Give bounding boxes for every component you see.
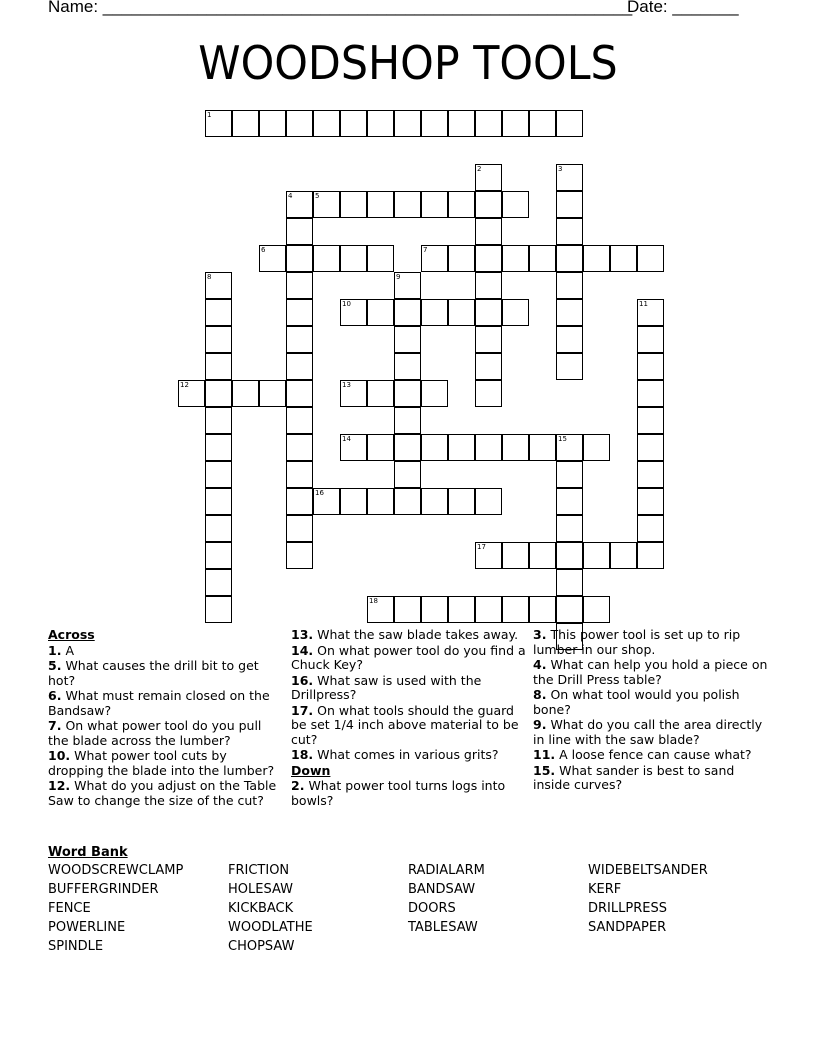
grid-cell[interactable] [340,299,367,326]
word-bank-item: FENCE [48,901,91,916]
grid-cell[interactable] [448,191,475,218]
grid-cell[interactable] [475,299,502,326]
grid-cell[interactable] [340,380,367,407]
grid-cell[interactable] [475,353,502,380]
grid-cell[interactable] [367,380,394,407]
clue-number: 1. [48,642,62,658]
word-bank-item: KICKBACK [228,901,294,916]
grid-cell[interactable] [637,326,664,353]
clue-number: 16. [291,672,314,688]
grid-cell[interactable] [205,515,232,542]
cell-number: 8 [207,273,212,281]
clue-text: A loose fence can cause what? [559,747,752,762]
word-bank-heading: Word Bank [48,845,128,860]
grid-cell[interactable] [286,515,313,542]
grid-cell[interactable] [259,380,286,407]
clue [291,704,526,748]
grid-cell[interactable] [313,191,340,218]
clue-text: On what tools should the guard be set 1/4 inch above material to be cut? [291,702,519,747]
grid-cell[interactable] [637,434,664,461]
grid-cell[interactable] [340,110,367,137]
grid-cell[interactable] [529,110,556,137]
grid-cell[interactable] [394,596,421,623]
clue [48,719,283,748]
word-bank-item: DRILLPRESS [588,901,667,916]
grid-cell[interactable] [394,326,421,353]
grid-cell[interactable] [313,245,340,272]
clue-number: 15. [533,762,556,778]
clue [533,688,768,717]
grid-cell[interactable] [556,110,583,137]
grid-cell[interactable] [556,461,583,488]
grid-cell[interactable] [448,488,475,515]
word-bank-item: FRICTION [228,863,290,878]
grid-cell[interactable] [475,434,502,461]
clue [48,644,283,659]
grid-cell[interactable] [637,461,664,488]
grid-cell[interactable] [556,326,583,353]
grid-cell[interactable] [205,407,232,434]
down-clue-list [291,779,526,808]
grid-cell[interactable] [502,245,529,272]
grid-cell[interactable] [637,380,664,407]
clue-number: 12. [48,778,71,793]
grid-cell[interactable] [394,272,421,299]
grid-cell[interactable] [394,191,421,218]
grid-cell[interactable] [529,434,556,461]
word-bank-item: SPINDLE [48,939,104,954]
grid-cell[interactable] [529,542,556,569]
grid-cell[interactable] [421,191,448,218]
grid-cell[interactable] [286,488,313,515]
clue [533,718,768,747]
grid-cell[interactable] [637,407,664,434]
grid-cell[interactable] [367,488,394,515]
grid-cell[interactable] [475,218,502,245]
clue-number: 7. [48,718,62,733]
grid-cell[interactable] [610,245,637,272]
cell-number: 18 [369,597,378,605]
grid-cell[interactable] [421,488,448,515]
grid-cell[interactable] [475,245,502,272]
grid-cell[interactable] [232,110,259,137]
grid-cell[interactable] [475,326,502,353]
grid-cell[interactable] [448,596,475,623]
grid-cell[interactable] [205,110,232,137]
grid-cell[interactable] [475,380,502,407]
grid-cell[interactable] [448,299,475,326]
clue-number: 14. [291,642,314,658]
clue [533,658,768,687]
clue [291,779,526,808]
grid-cell[interactable] [421,110,448,137]
grid-cell[interactable] [286,380,313,407]
grid-cell[interactable] [502,299,529,326]
grid-cell[interactable] [394,407,421,434]
grid-cell[interactable] [475,488,502,515]
clue [48,749,283,778]
grid-cell[interactable] [286,353,313,380]
word-bank-item: TABLESAW [408,920,478,935]
grid-cell[interactable] [475,272,502,299]
cell-number: 6 [261,246,266,254]
clue-text: What power tool cuts by dropping the blade into the lumber? [48,748,275,778]
grid-cell[interactable] [448,245,475,272]
cell-number: 13 [342,381,351,389]
grid-cell[interactable] [583,542,610,569]
grid-cell[interactable] [205,353,232,380]
clue-number: 10. [48,748,71,763]
across-clue-list [48,644,283,809]
grid-cell[interactable] [340,434,367,461]
grid-cell[interactable] [313,110,340,137]
grid-cell[interactable] [286,326,313,353]
clue-text: What can help you hold a piece on the Drill Press table? [533,657,768,687]
clue-number: 13. [291,627,314,642]
clues-column-1 [48,628,283,809]
grid-cell[interactable] [502,596,529,623]
grid-cell[interactable] [475,542,502,569]
grid-cell[interactable] [286,461,313,488]
grid-cell[interactable] [205,299,232,326]
clue-text: What saw is used with the Drillpress? [291,672,482,702]
grid-cell[interactable] [502,434,529,461]
clue [291,674,526,703]
grid-cell[interactable] [340,191,367,218]
clue-text: On what power tool do you pull the blade across the lumber? [48,718,262,748]
grid-cell[interactable] [421,245,448,272]
grid-cell[interactable] [313,488,340,515]
grid-cell[interactable] [475,110,502,137]
grid-cell[interactable] [394,488,421,515]
grid-cell[interactable] [394,353,421,380]
grid-cell[interactable] [367,245,394,272]
clue-text: What do you adjust on the Table Saw to change the size of the cut? [48,778,277,808]
word-bank-item: DOORS [408,901,456,916]
word-bank-item: POWERLINE [48,920,126,935]
cell-number: 17 [477,543,486,551]
grid-cell[interactable] [394,461,421,488]
grid-cell[interactable] [205,434,232,461]
cell-number: 12 [180,381,189,389]
grid-cell[interactable] [205,326,232,353]
grid-cell[interactable] [502,542,529,569]
word-bank-item: RADIALARM [408,863,485,878]
grid-cell[interactable] [394,380,421,407]
clue [48,659,283,688]
grid-cell[interactable] [286,218,313,245]
word-bank-item: SANDPAPER [588,920,667,935]
clue-number: 5. [48,658,62,673]
grid-cell[interactable] [502,191,529,218]
grid-cell[interactable] [205,542,232,569]
word-bank-item: KERF [588,882,622,897]
cell-number: 14 [342,435,351,443]
grid-cell[interactable] [421,596,448,623]
cell-number: 10 [342,300,351,308]
grid-cell[interactable] [448,110,475,137]
cell-number: 7 [423,246,428,254]
grid-cell[interactable] [583,596,610,623]
grid-cell[interactable] [556,272,583,299]
down-clue-list-continued [533,628,768,793]
grid-cell[interactable] [502,110,529,137]
cell-number: 15 [558,435,567,443]
word-bank-item: WOODLATHE [228,920,313,935]
clue [533,764,768,793]
grid-cell[interactable] [367,596,394,623]
grid-cell[interactable] [205,380,232,407]
page-title: WOODSHOP TOOLS [198,36,618,90]
grid-cell[interactable] [286,299,313,326]
word-bank-item: WIDEBELTSANDER [588,863,708,878]
clue-text: What the saw blade takes away. [317,627,519,642]
grid-cell[interactable] [367,110,394,137]
grid-cell[interactable] [556,488,583,515]
grid-cell[interactable] [475,596,502,623]
clue-number: 18. [291,747,314,762]
clue-text: A [65,642,74,658]
across-clue-list-continued [291,628,526,763]
word-bank-item: BUFFERGRINDER [48,882,159,897]
grid-cell[interactable] [421,299,448,326]
grid-cell[interactable] [259,245,286,272]
grid-cell[interactable] [556,191,583,218]
grid-cell[interactable] [637,299,664,326]
grid-cell[interactable] [205,272,232,299]
clues-column-3 [533,628,768,794]
cell-number: 11 [639,300,648,308]
grid-cell[interactable] [556,569,583,596]
grid-cell[interactable] [394,110,421,137]
grid-cell[interactable] [529,245,556,272]
grid-cell[interactable] [367,191,394,218]
grid-cell[interactable] [448,434,475,461]
grid-cell[interactable] [205,569,232,596]
clue-number: 6. [48,688,62,703]
grid-cell[interactable] [340,488,367,515]
grid-cell[interactable] [556,299,583,326]
grid-cell[interactable] [259,110,286,137]
clue-text: What comes in various grits? [317,747,499,762]
clue-number: 17. [291,702,314,718]
cell-number: 2 [477,165,482,173]
date-field[interactable]: Date: _______ [627,0,739,16]
grid-cell[interactable] [475,164,502,191]
clue-text: What sander is best to sand inside curves? [533,762,735,792]
clue [291,628,526,643]
clue-number: 11. [533,747,556,762]
clues-column-2 [291,628,526,809]
clue [291,748,526,763]
grid-cell[interactable] [286,245,313,272]
grid-cell[interactable] [475,191,502,218]
grid-cell[interactable] [583,245,610,272]
clue-number: 9. [533,717,547,732]
grid-cell[interactable] [610,542,637,569]
grid-cell[interactable] [556,542,583,569]
grid-cell[interactable] [556,353,583,380]
word-bank-item: CHOPSAW [228,939,295,954]
grid-cell[interactable] [556,515,583,542]
grid-cell[interactable] [421,434,448,461]
grid-cell[interactable] [394,299,421,326]
grid-cell[interactable] [394,434,421,461]
clue-number: 2. [291,778,305,793]
grid-cell[interactable] [232,380,259,407]
grid-cell[interactable] [556,434,583,461]
clue-text: What causes the drill bit to get hot? [48,658,259,688]
grid-cell[interactable] [205,461,232,488]
grid-cell[interactable] [286,272,313,299]
grid-cell[interactable] [637,488,664,515]
cell-number: 9 [396,273,401,281]
grid-cell[interactable] [556,218,583,245]
grid-cell[interactable] [556,596,583,623]
grid-cell[interactable] [583,434,610,461]
clue-text: What do you call the area directly in line with the saw blade? [533,717,763,747]
grid-cell[interactable] [367,299,394,326]
grid-cell[interactable] [286,407,313,434]
grid-cell[interactable] [286,191,313,218]
clue [533,628,768,657]
clue-text: On what tool would you polish bone? [533,687,740,717]
clue-number: 8. [533,687,547,702]
grid-cell[interactable] [286,434,313,461]
cell-number: 3 [558,165,563,173]
cell-number: 4 [288,192,293,200]
grid-cell[interactable] [637,515,664,542]
grid-cell[interactable] [556,164,583,191]
grid-cell[interactable] [637,353,664,380]
grid-cell[interactable] [637,542,664,569]
clue-text: What must remain closed on the Bandsaw? [48,688,270,718]
across-heading: Across [48,627,95,642]
clue-text: On what power tool do you find a Chuck Key? [291,642,526,672]
clue [533,748,768,763]
grid-cell[interactable] [367,434,394,461]
grid-cell[interactable] [205,596,232,623]
grid-cell[interactable] [205,488,232,515]
clue-text: What power tool turns logs into bowls? [291,778,506,808]
down-heading: Down [291,762,331,778]
grid-cell[interactable] [286,110,313,137]
grid-cell[interactable] [340,245,367,272]
clue-number: 3. [533,627,547,642]
grid-cell[interactable] [421,380,448,407]
grid-cell[interactable] [637,245,664,272]
grid-cell[interactable] [529,596,556,623]
grid-cell[interactable] [556,245,583,272]
grid-cell[interactable] [178,380,205,407]
cell-number: 5 [315,192,320,200]
clue [291,644,526,673]
name-field[interactable]: Name: ________________________________________________________ [48,0,633,16]
clue [48,779,283,808]
word-bank-item: BANDSAW [408,882,476,897]
clue [48,689,283,718]
clue-text: This power tool is set up to rip lumber in our shop. [533,627,741,657]
clue-number: 4. [533,657,547,672]
cell-number: 16 [315,489,324,497]
word-bank-item: HOLESAW [228,882,293,897]
word-bank-item: WOODSCREWCLAMP [48,863,184,878]
cell-number: 1 [207,111,212,119]
grid-cell[interactable] [286,542,313,569]
